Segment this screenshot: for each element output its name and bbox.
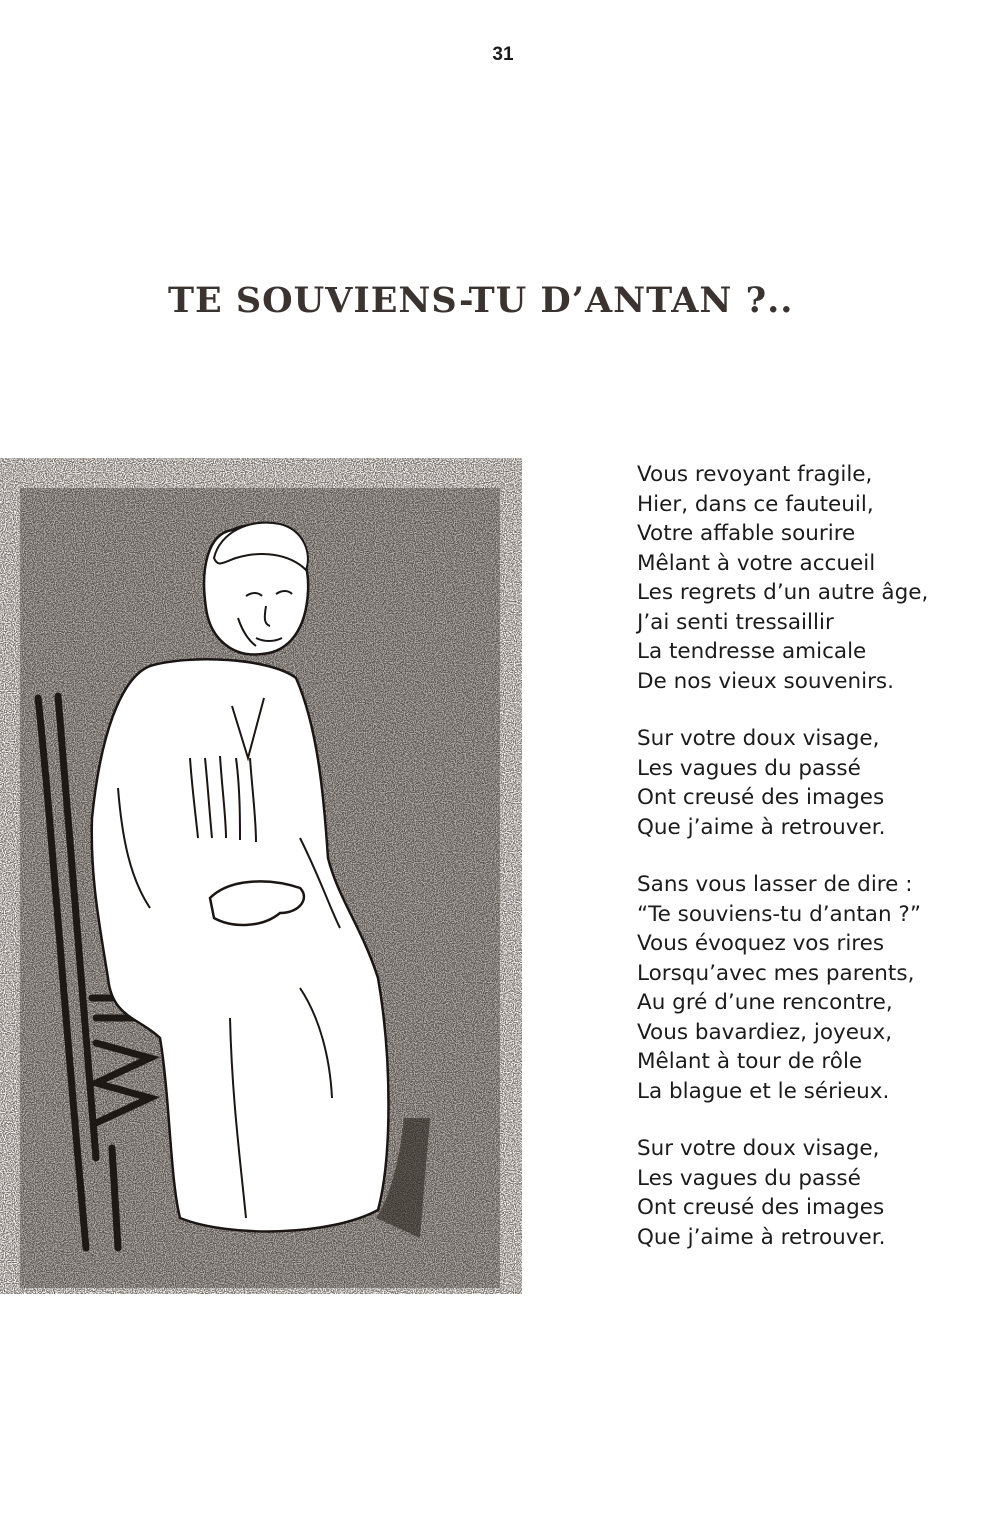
verse-line: Ont creusé des images	[637, 785, 885, 810]
stanza	[637, 460, 982, 696]
verse-line: Votre affable sourire	[637, 521, 856, 546]
verse-line: Lorsqu’avec mes parents,	[637, 960, 915, 986]
verse-line: La tendresse amicale	[637, 639, 867, 664]
verse-line: Les vagues du passé	[637, 1165, 861, 1191]
verse-line: Vous évoquez vos rires	[637, 931, 885, 956]
verse-line: Mêlant à votre accueil	[637, 550, 876, 576]
illustration	[0, 458, 522, 1298]
verse-line: Vous bavardiez, joyeux,	[637, 1019, 893, 1045]
verse-line: “Te souviens-tu d’antan ?”	[637, 901, 921, 927]
elderly-woman-seated-on-chair-drawing	[0, 458, 522, 1298]
verse-line: Les regrets d’un autre âge,	[637, 580, 929, 605]
poem	[637, 460, 982, 1280]
verse-line: Sans vous lasser de dire :	[637, 872, 913, 897]
verse-line: La blague et le sérieux.	[637, 1078, 890, 1104]
verse-line: Mêlant à tour de rôle	[637, 1049, 863, 1074]
verse-line: Les vagues du passé	[637, 755, 861, 781]
verse-line: Sur votre doux visage,	[637, 1136, 880, 1161]
verse-line: Sur votre doux visage,	[637, 726, 880, 751]
verse-line: Hier, dans ce fauteuil,	[637, 491, 874, 517]
verse-line: Au gré d’une rencontre,	[637, 990, 893, 1015]
stanza	[637, 1134, 982, 1252]
verse-line: Que j’aime à retrouver.	[637, 814, 886, 840]
page-number: 31	[492, 44, 514, 65]
verse-line: Que j’aime à retrouver.	[637, 1224, 886, 1250]
verse-line: Vous revoyant fragile,	[637, 462, 873, 487]
verse-line: Ont creusé des images	[637, 1195, 885, 1220]
poem-title: TE SOUVIENS-TU D’ANTAN ?..	[168, 280, 794, 321]
verse-line: De nos vieux souvenirs.	[637, 668, 894, 694]
stanza	[637, 724, 982, 842]
stanza	[637, 870, 982, 1106]
verse-line: J’ai senti tressaillir	[637, 609, 834, 635]
